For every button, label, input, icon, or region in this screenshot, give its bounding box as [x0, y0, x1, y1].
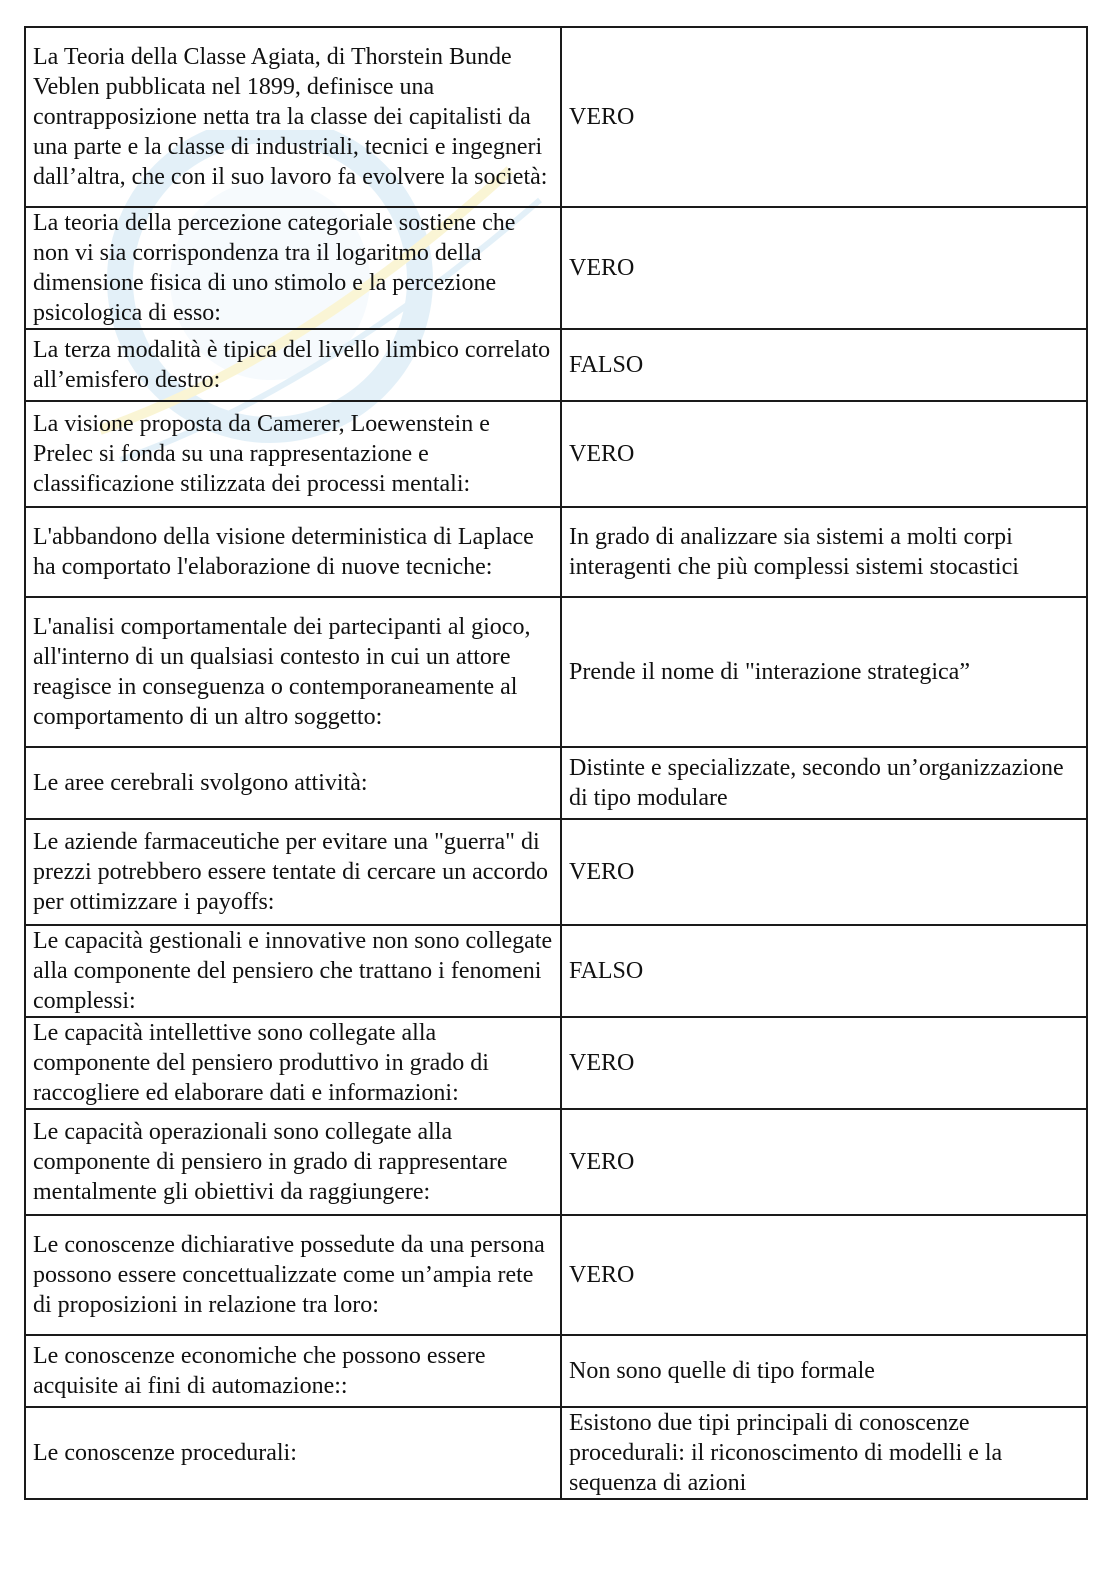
table-row: [25, 329, 1087, 401]
answer-cell: In grado di analizzare sia sistemi a molti corpi interagenti che più complessi sistemi stocastici: [561, 507, 1087, 597]
question-cell: Le capacità gestionali e innovative non sono collegate alla componente del pensiero che trattano i fenomeni complessi:: [25, 925, 561, 1017]
answer-cell: VERO: [561, 27, 1087, 207]
question-cell: Le capacità operazionali sono collegate alla componente di pensiero in grado di rappresentare mentalmente gli obiettivi da raggiungere:: [25, 1109, 561, 1215]
question-cell: La visione proposta da Camerer, Loewenstein e Prelec si fonda su una rappresentazione e classificazione stilizzata dei processi mentali:: [25, 401, 561, 507]
table-row: [25, 1335, 1087, 1407]
question-cell: Le conoscenze economiche che possono essere acquisite ai fini di automazione::: [25, 1335, 561, 1407]
answer-cell: VERO: [561, 1017, 1087, 1109]
question-cell: Le aree cerebrali svolgono attività:: [25, 747, 561, 819]
table-row: [25, 1017, 1087, 1109]
table-row: [25, 1407, 1087, 1499]
table-row: [25, 819, 1087, 925]
table-row: [25, 597, 1087, 747]
question-cell: Le capacità intellettive sono collegate alla componente del pensiero produttivo in grado di raccogliere ed elaborare dati e informazioni:: [25, 1017, 561, 1109]
table-row: [25, 747, 1087, 819]
table-row: [25, 1109, 1087, 1215]
question-cell: La teoria della percezione categoriale sostiene che non vi sia corrispondenza tra il logaritmo della dimensione fisica di uno stimolo e la percezione psicologica di esso:: [25, 207, 561, 329]
question-cell: L'abbandono della visione deterministica di Laplace ha comportato l'elaborazione di nuove tecniche:: [25, 507, 561, 597]
table-row: [25, 507, 1087, 597]
question-cell: Le aziende farmaceutiche per evitare una "guerra" di prezzi potrebbero essere tentate di cercare un accordo per ottimizzare i payoffs:: [25, 819, 561, 925]
question-cell: Le conoscenze dichiarative possedute da una persona possono essere concettualizzate come un’ampia rete di proposizioni in relazione tra loro:: [25, 1215, 561, 1335]
question-cell: Le conoscenze procedurali:: [25, 1407, 561, 1499]
answer-cell: Prende il nome di "interazione strategica”: [561, 597, 1087, 747]
answer-cell: VERO: [561, 1109, 1087, 1215]
answer-cell: FALSO: [561, 329, 1087, 401]
question-cell: La terza modalità è tipica del livello limbico correlato all’emisfero destro:: [25, 329, 561, 401]
answer-cell: VERO: [561, 401, 1087, 507]
answer-cell: VERO: [561, 207, 1087, 329]
table-row: [25, 401, 1087, 507]
answer-cell: Non sono quelle di tipo formale: [561, 1335, 1087, 1407]
table-row: [25, 207, 1087, 329]
table-row: [25, 925, 1087, 1017]
answer-cell: Distinte e specializzate, secondo un’organizzazione di tipo modulare: [561, 747, 1087, 819]
qa-table: [24, 26, 1088, 1500]
answer-cell: VERO: [561, 1215, 1087, 1335]
answer-cell: Esistono due tipi principali di conoscenze procedurali: il riconoscimento di modelli e la sequenza di azioni: [561, 1407, 1087, 1499]
table-row: [25, 27, 1087, 207]
question-cell: L'analisi comportamentale dei partecipanti al gioco, all'interno di un qualsiasi contesto in cui un attore reagisce in conseguenza o contemporaneamente al comportamento di un altro soggetto:: [25, 597, 561, 747]
table-row: [25, 1215, 1087, 1335]
answer-cell: FALSO: [561, 925, 1087, 1017]
question-cell: La Teoria della Classe Agiata, di Thorstein Bunde Veblen pubblicata nel 1899, definisce una contrapposizione netta tra la classe dei capitalisti da una parte e la classe di industriali, tecnici e ingegneri dall’altra, che con il suo lavoro fa evolvere la società:: [25, 27, 561, 207]
answer-cell: VERO: [561, 819, 1087, 925]
